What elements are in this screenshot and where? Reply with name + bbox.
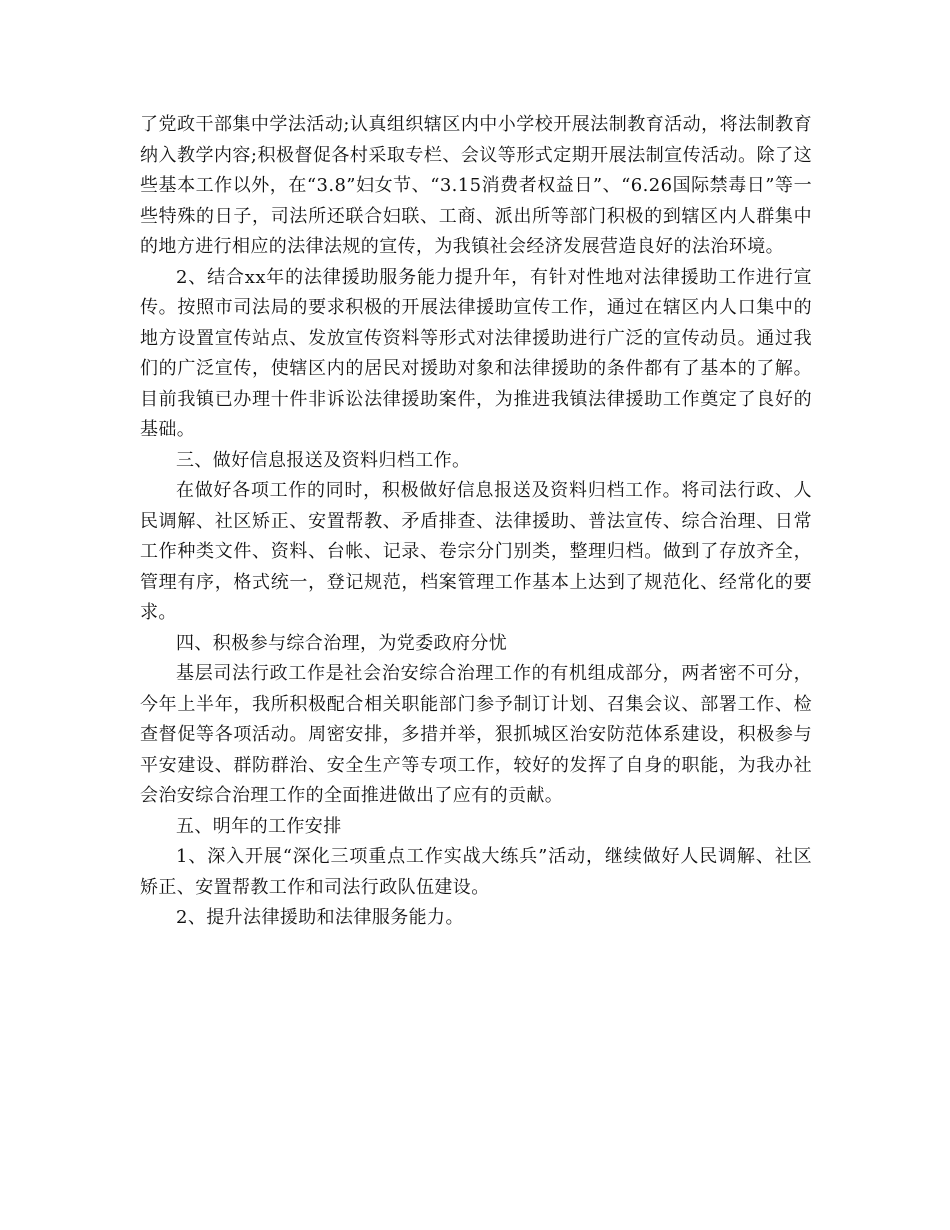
heading-info-archiving: 三、做好信息报送及资料归档工作。 bbox=[176, 449, 471, 471]
paragraph-legal-education: 了党政干部集中学法活动;认真组织辖区内中小学校开展法制教育活动，将法制教育纳入教学内容;积极督促各村采取专栏、会议等形式定期开展法制宣传活动。除了这些基本工作以外，在“3.8”妇女节、“3.15消费者权益日”、“6.26国际禁毒日”等一些特殊的日子，司法所还联合妇联、工商、派出所等部门积极的到辖区内人群集中的地方进行相应的法律法规的宣传，为我镇社会经济发展营造良好的法治环境。 bbox=[140, 114, 812, 257]
heading-next-year-plan: 五、明年的工作安排 bbox=[176, 815, 342, 837]
paragraph-plan-item-1: 1、深入开展“深化三项重点工作实战大练兵”活动，继续做好人民调解、社区矫正、安置帮教工作和司法行政队伍建设。 bbox=[140, 846, 812, 898]
paragraph-legal-aid-promotion: 2、结合xx年的法律援助服务能力提升年，有针对性地对法律援助工作进行宣传。按照市司法局的要求积极的开展法律援助宣传工作，通过在辖区内人口集中的地方设置宣传站点、发放宣传资料等形式对法律援助进行广泛的宣传动员。通过我们的广泛宣传，使辖区内的居民对援助对象和法律援助的条件都有了基本的了解。目前我镇已办理十件非诉讼法律援助案件，为推进我镇法律援助工作奠定了良好的基础。 bbox=[140, 266, 812, 440]
heading-comprehensive-governance: 四、积极参与综合治理，为党委政府分忧 bbox=[176, 632, 508, 654]
paragraph-info-archiving: 在做好各项工作的同时，积极做好信息报送及资料归档工作。将司法行政、人民调解、社区矫正、安置帮教、矛盾排查、法律援助、普法宣传、综合治理、日常工作种类文件、资料、台帐、记录、卷宗分门别类，整理归档。做到了存放齐全，管理有序，格式统一，登记规范，档案管理工作基本上达到了规范化、经常化的要求。 bbox=[140, 480, 812, 623]
paragraph-plan-item-2: 2、提升法律援助和法律服务能力。 bbox=[176, 907, 464, 928]
paragraph-comprehensive-governance: 基层司法行政工作是社会治安综合治理工作的有机组成部分，两者密不可分，今年上半年，我所积极配合相关职能部门参予制订计划、召集会议、部署工作、检查督促等各项活动。周密安排，多措并举，狠抓城区治安防范体系建设，积极参与平安建设、群防群治、安全生产等专项工作，较好的发挥了自身的职能，为我办社会治安综合治理工作的全面推进做出了应有的贡献。 bbox=[140, 663, 812, 806]
document-page bbox=[140, 110, 812, 934]
